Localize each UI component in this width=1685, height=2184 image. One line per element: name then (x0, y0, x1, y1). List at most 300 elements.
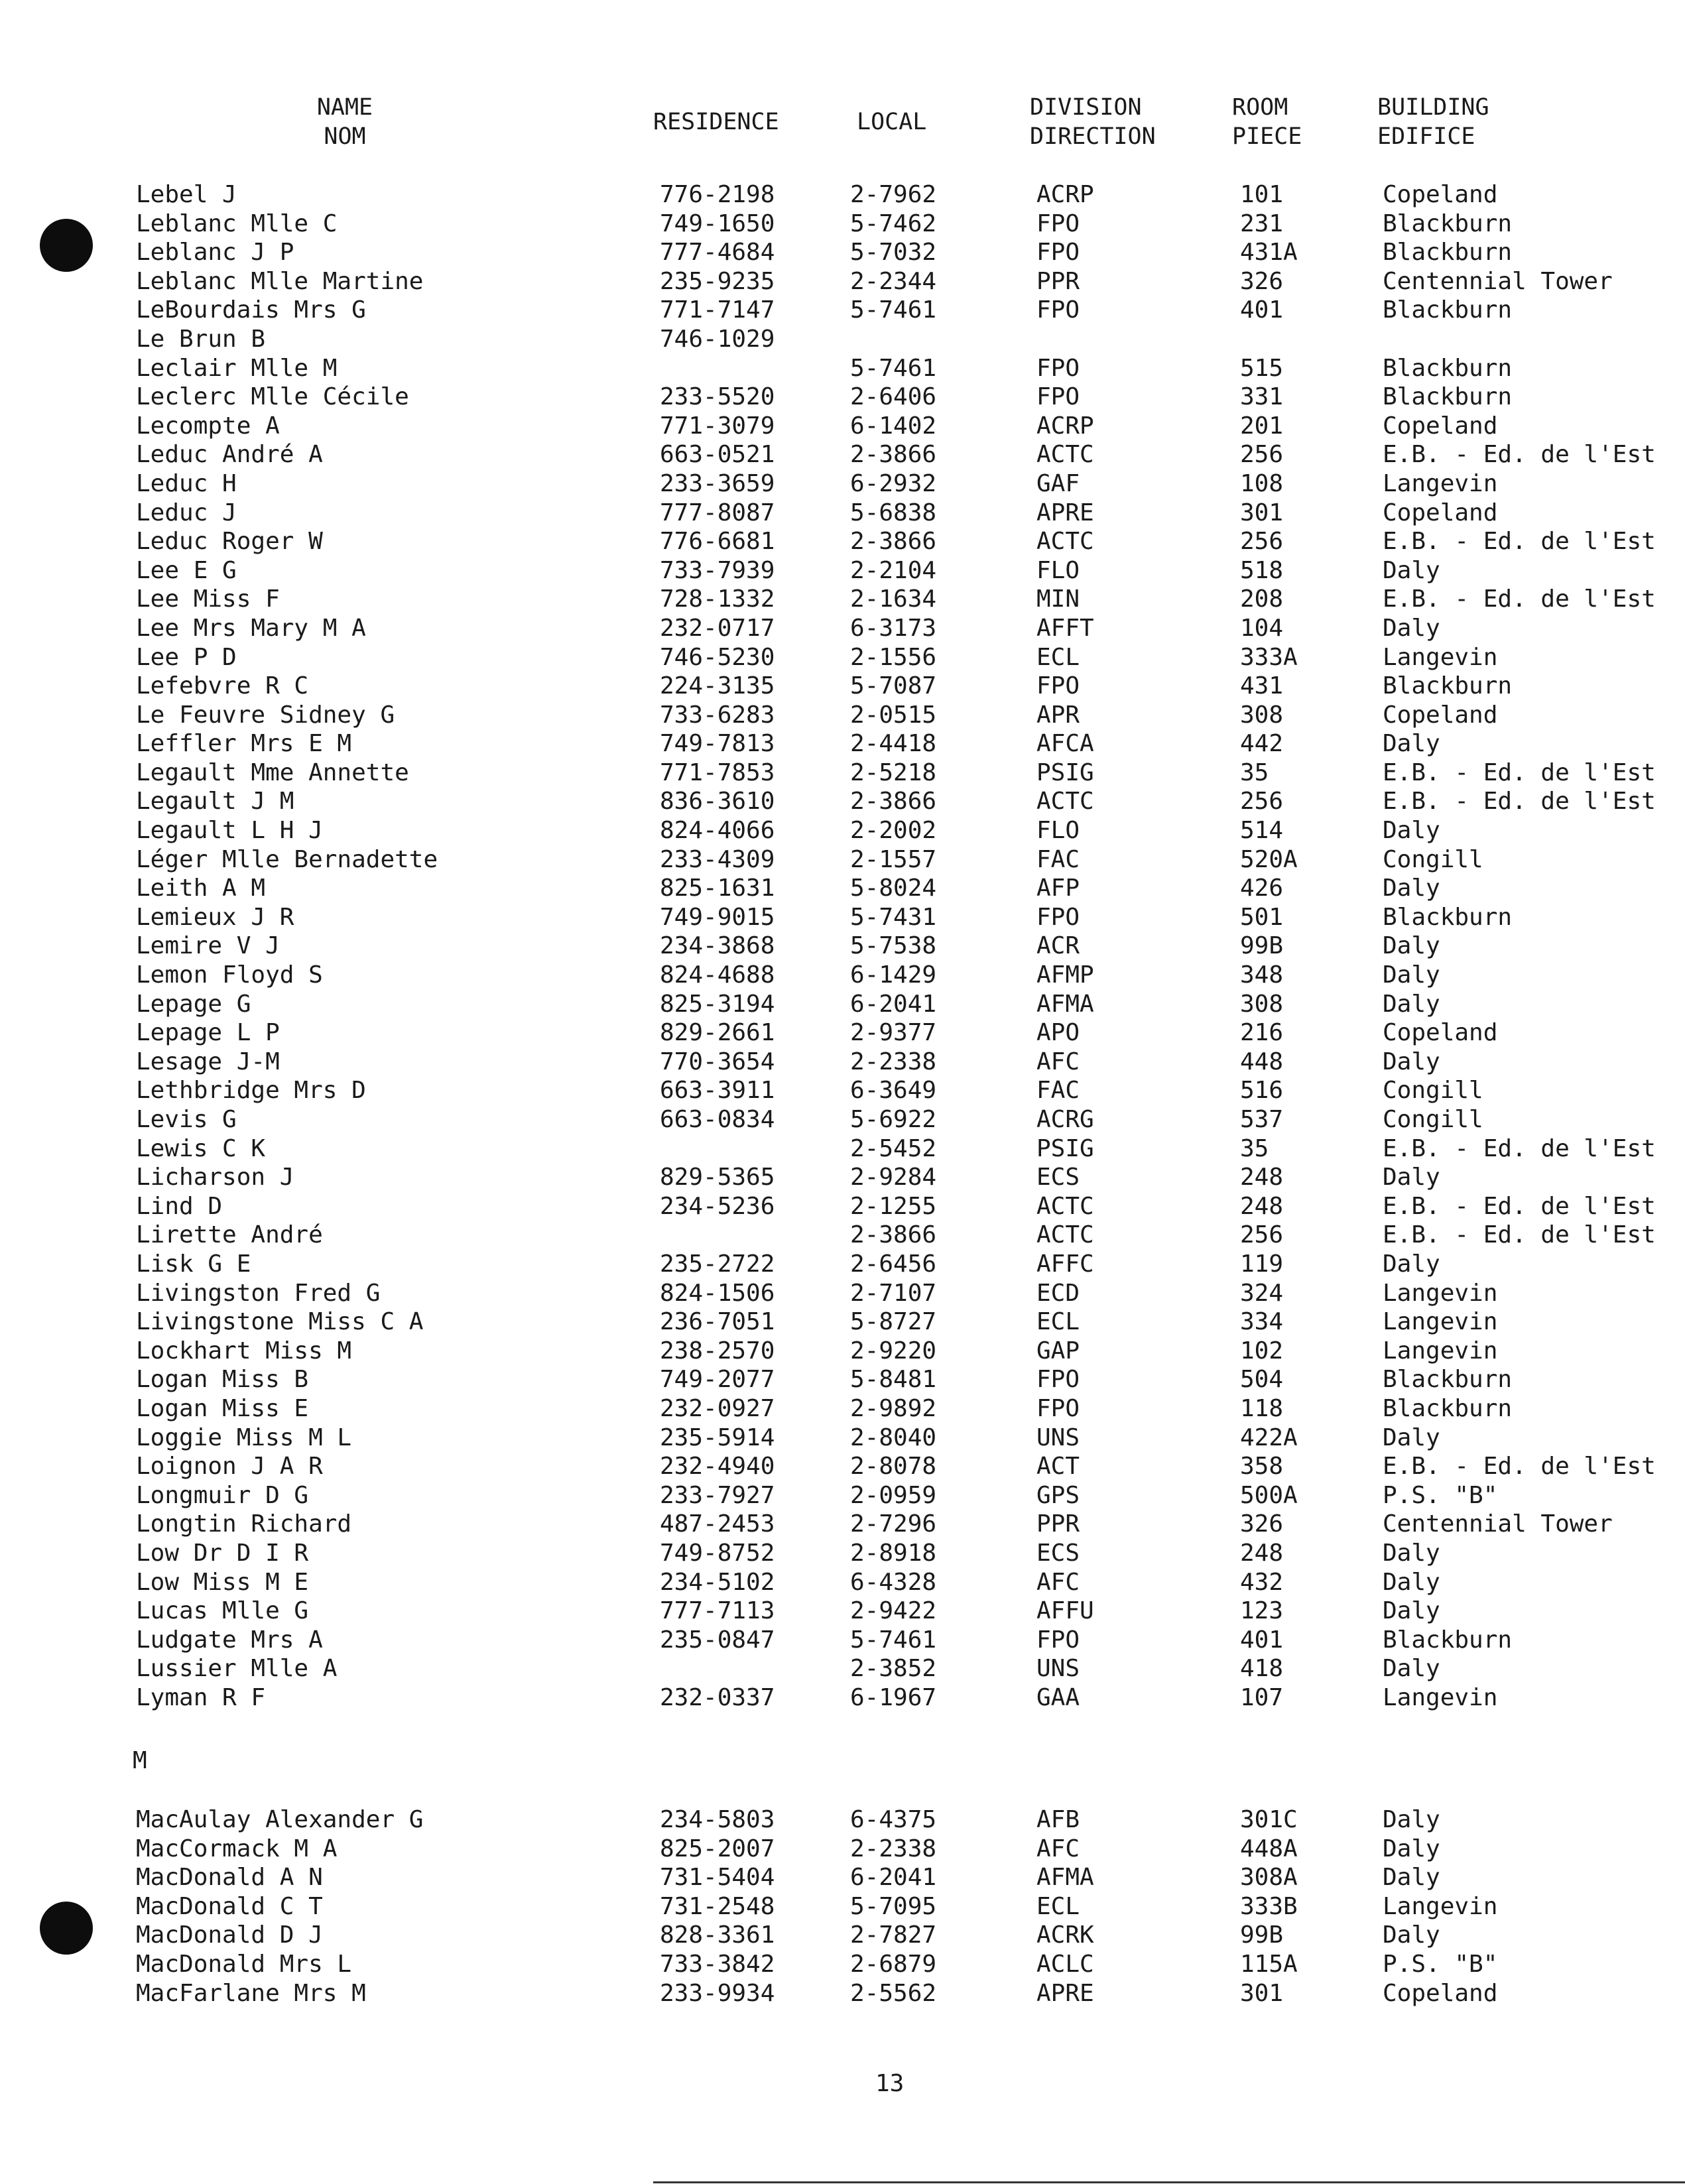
entry-residence: 233-4309 (660, 845, 775, 873)
entry-residence: 749-9015 (660, 903, 775, 931)
entry-room: 358 (1240, 1453, 1284, 1481)
entry-local: 2-3866 (850, 1221, 937, 1249)
entry-residence: 825-1631 (660, 875, 775, 902)
entry-building: Daly (1383, 1921, 1440, 1949)
entry-building: E.B. - Ed. de l'Est (1383, 441, 1656, 469)
entry-building: Daly (1383, 556, 1440, 584)
entry-local: 2-5452 (850, 1134, 937, 1162)
entry-building: Blackburn (1383, 1394, 1513, 1422)
table-row (0, 1597, 1685, 1626)
entry-residence: 771-3079 (660, 412, 775, 440)
entry-local: 2-6406 (850, 383, 937, 411)
entry-room: 256 (1240, 788, 1284, 816)
entry-residence: 824-4688 (660, 961, 775, 989)
entry-building: Copeland (1383, 701, 1498, 729)
entry-building: Blackburn (1383, 1366, 1513, 1394)
table-row (0, 845, 1685, 875)
entry-residence: 234-5102 (660, 1568, 775, 1596)
table-row (0, 469, 1685, 499)
entry-residence: 746-5230 (660, 643, 775, 671)
entry-building: Daly (1383, 1864, 1440, 1892)
table-row (0, 701, 1685, 730)
entry-room: 35 (1240, 1134, 1269, 1162)
entry-division: FAC (1036, 845, 1080, 873)
table-row (0, 440, 1685, 469)
entry-division: FPO (1036, 672, 1080, 700)
table-row (0, 961, 1685, 990)
entry-local: 6-1967 (850, 1683, 937, 1711)
entry-room: 431 (1240, 672, 1284, 700)
entry-name: Lyman R F (136, 1683, 266, 1711)
entry-building: Daly (1383, 1597, 1440, 1625)
table-row (0, 903, 1685, 932)
entry-local: 2-6879 (850, 1950, 937, 1978)
entry-name: Lee Mrs Mary M A (136, 614, 366, 642)
entry-building: Daly (1383, 875, 1440, 902)
entry-room: 231 (1240, 210, 1284, 237)
table-row (0, 874, 1685, 903)
entry-room: 115A (1240, 1950, 1298, 1978)
entry-division: FPO (1036, 210, 1080, 237)
entry-name: Lemieux J R (136, 903, 294, 931)
entry-division: FPO (1036, 239, 1080, 267)
entry-room: 107 (1240, 1683, 1284, 1711)
entry-building: E.B. - Ed. de l'Est (1383, 1221, 1656, 1249)
entry-name: Lee E G (136, 556, 237, 584)
entry-local: 2-7962 (850, 181, 937, 208)
entry-division: ACRP (1036, 181, 1094, 208)
entry-name: Lewis C K (136, 1134, 266, 1162)
table-row (0, 1424, 1685, 1453)
column-header (0, 93, 1685, 159)
entry-division: FPO (1036, 354, 1080, 382)
entry-division: ACTC (1036, 1221, 1094, 1249)
entry-room: 248 (1240, 1539, 1284, 1567)
entry-residence: 776-6681 (660, 528, 775, 556)
table-row (0, 1134, 1685, 1164)
entry-division: FPO (1036, 903, 1080, 931)
section-letter: M (133, 1747, 147, 1774)
entry-division: ECL (1036, 643, 1080, 671)
entry-division: AFC (1036, 1835, 1080, 1862)
table-row (0, 1863, 1685, 1892)
entry-residence: 232-0927 (660, 1394, 775, 1422)
entry-local: 2-0515 (850, 701, 937, 729)
entry-local: 6-2041 (850, 1864, 937, 1892)
entry-building: Congill (1383, 1106, 1483, 1133)
entry-building: E.B. - Ed. de l'Est (1383, 788, 1656, 816)
table-row (0, 585, 1685, 614)
entry-local: 2-5562 (850, 1979, 937, 2007)
entry-local: 5-8481 (850, 1366, 937, 1394)
entry-room: 426 (1240, 875, 1284, 902)
entry-building: Copeland (1383, 1979, 1498, 2007)
bottom-rule (653, 2181, 1685, 2183)
entry-local: 5-7462 (850, 210, 937, 237)
entry-residence: 749-1650 (660, 210, 775, 237)
entry-building: Daly (1383, 990, 1440, 1018)
table-row (0, 1307, 1685, 1337)
table-row (0, 412, 1685, 441)
entry-name: Livingston Fred G (136, 1279, 381, 1307)
table-row (0, 1892, 1685, 1921)
entry-name: Lecompte A (136, 412, 280, 440)
entry-local: 2-9220 (850, 1337, 937, 1365)
entry-residence: 235-5914 (660, 1424, 775, 1451)
entry-residence: 777-4684 (660, 239, 775, 267)
entry-room: 123 (1240, 1597, 1284, 1625)
entry-room: 248 (1240, 1164, 1284, 1191)
entry-building: E.B. - Ed. de l'Est (1383, 1134, 1656, 1162)
entry-local: 5-7087 (850, 672, 937, 700)
entry-local: 6-3649 (850, 1077, 937, 1105)
entry-name: Logan Miss E (136, 1394, 309, 1422)
entry-division: ECL (1036, 1892, 1080, 1920)
entry-name: Lemon Floyd S (136, 961, 323, 989)
entry-local: 6-2041 (850, 990, 937, 1018)
entry-division: APRE (1036, 1979, 1094, 2007)
entry-room: 216 (1240, 1019, 1284, 1047)
entry-local: 2-2002 (850, 817, 937, 845)
entry-residence: 235-2722 (660, 1250, 775, 1278)
entry-local: 2-4418 (850, 730, 937, 758)
table-row (0, 614, 1685, 643)
entry-building: Daly (1383, 730, 1440, 758)
header-room: ROOM PIECE (1232, 94, 1302, 150)
entry-room: 256 (1240, 1221, 1284, 1249)
entry-division: FPO (1036, 1626, 1080, 1654)
entry-name: Leclair Mlle M (136, 354, 338, 382)
entry-building: Congill (1383, 1077, 1483, 1105)
entry-room: 308A (1240, 1864, 1298, 1892)
entry-room: 334 (1240, 1308, 1284, 1336)
entry-residence: 728-1332 (660, 585, 775, 613)
entry-residence: 829-5365 (660, 1164, 775, 1191)
entry-division: FAC (1036, 1077, 1080, 1105)
entry-local: 5-7032 (850, 239, 937, 267)
entry-name: MacCormack M A (136, 1835, 338, 1862)
entry-residence: 235-0847 (660, 1626, 775, 1654)
entry-building: P.S. "B" (1383, 1950, 1498, 1978)
entry-residence: 487-2453 (660, 1510, 775, 1538)
entry-local: 2-7296 (850, 1510, 937, 1538)
entry-name: Loggie Miss M L (136, 1424, 352, 1451)
entry-division: ACTC (1036, 441, 1094, 469)
entry-local: 2-1255 (850, 1192, 937, 1220)
entry-building: E.B. - Ed. de l'Est (1383, 585, 1656, 613)
table-row (0, 325, 1685, 354)
entry-division: ACRG (1036, 1106, 1094, 1133)
entry-division: ECS (1036, 1164, 1080, 1191)
table-row (0, 1568, 1685, 1597)
entry-building: Langevin (1383, 1279, 1498, 1307)
entry-room: 256 (1240, 441, 1284, 469)
entry-building: Centennial Tower (1383, 267, 1613, 295)
table-row (0, 1683, 1685, 1713)
entry-building: Centennial Tower (1383, 1510, 1613, 1538)
entry-division: APRE (1036, 499, 1094, 526)
entry-room: 432 (1240, 1568, 1284, 1596)
table-row (0, 1279, 1685, 1308)
entry-name: Lemire V J (136, 932, 280, 960)
table-row (0, 1163, 1685, 1192)
entry-room: 333A (1240, 643, 1298, 671)
entry-building: Copeland (1383, 181, 1498, 208)
entry-name: Lesage J-M (136, 1048, 280, 1075)
entry-room: 333B (1240, 1892, 1298, 1920)
entry-local: 2-2104 (850, 556, 937, 584)
entry-local: 5-7095 (850, 1892, 937, 1920)
page-number: 13 (875, 2070, 905, 2097)
entry-local: 2-3852 (850, 1655, 937, 1683)
entry-residence: 824-4066 (660, 817, 775, 845)
entry-name: Lepage G (136, 990, 251, 1018)
entry-room: 99B (1240, 1921, 1284, 1949)
entry-room: 324 (1240, 1279, 1284, 1307)
entry-building: Blackburn (1383, 296, 1513, 324)
entry-name: Leduc André A (136, 441, 323, 469)
entry-division: AFP (1036, 875, 1080, 902)
entry-residence: 776-2198 (660, 181, 775, 208)
entry-name: Lucas Mlle G (136, 1597, 309, 1625)
directory-list-m (0, 1805, 1685, 2008)
entry-name: MacAulay Alexander G (136, 1806, 424, 1833)
table-row (0, 1105, 1685, 1134)
entry-residence: 731-5404 (660, 1864, 775, 1892)
table-row (0, 816, 1685, 845)
entry-building: Daly (1383, 614, 1440, 642)
entry-division: MIN (1036, 585, 1080, 613)
entry-name: Ludgate Mrs A (136, 1626, 323, 1654)
entry-residence: 777-7113 (660, 1597, 775, 1625)
entry-name: Lepage L P (136, 1019, 280, 1047)
entry-building: Congill (1383, 845, 1483, 873)
table-row (0, 499, 1685, 528)
entry-building: Daly (1383, 817, 1440, 845)
entry-building: Daly (1383, 961, 1440, 989)
table-row (0, 1337, 1685, 1366)
entry-division: PSIG (1036, 1134, 1094, 1162)
entry-building: Daly (1383, 1048, 1440, 1075)
entry-name: Lethbridge Mrs D (136, 1077, 366, 1105)
entry-division: UNS (1036, 1655, 1080, 1683)
table-row (0, 643, 1685, 672)
entry-residence: 233-9934 (660, 1979, 775, 2007)
entry-building: Blackburn (1383, 354, 1513, 382)
entry-division: AFMA (1036, 1864, 1094, 1892)
entry-room: 331 (1240, 383, 1284, 411)
entry-name: MacDonald D J (136, 1921, 323, 1949)
entry-division: PPR (1036, 267, 1080, 295)
header-local: LOCAL (857, 109, 927, 135)
entry-building: Blackburn (1383, 239, 1513, 267)
entry-building: Langevin (1383, 1683, 1498, 1711)
entry-division: AFC (1036, 1568, 1080, 1596)
entry-local: 2-2338 (850, 1048, 937, 1075)
entry-residence: 233-5520 (660, 383, 775, 411)
entry-name: MacDonald Mrs L (136, 1950, 352, 1978)
entry-residence: 663-0521 (660, 441, 775, 469)
entry-local: 6-4328 (850, 1568, 937, 1596)
entry-name: Leduc H (136, 469, 237, 497)
entry-residence: 232-4940 (660, 1453, 775, 1481)
entry-division: ACRP (1036, 412, 1094, 440)
entry-division: AFCA (1036, 730, 1094, 758)
entry-building: Daly (1383, 1539, 1440, 1567)
header-building: BUILDING EDIFICE (1377, 94, 1489, 150)
entry-residence: 236-7051 (660, 1308, 775, 1336)
directory-list-l (0, 180, 1685, 1712)
entry-room: 308 (1240, 990, 1284, 1018)
entry-residence: 234-5236 (660, 1192, 775, 1220)
table-row (0, 1365, 1685, 1394)
table-row (0, 210, 1685, 239)
entry-room: 448 (1240, 1048, 1284, 1075)
entry-building: Daly (1383, 1568, 1440, 1596)
table-row (0, 296, 1685, 325)
entry-room: 102 (1240, 1337, 1284, 1365)
entry-room: 119 (1240, 1250, 1284, 1278)
entry-local: 2-3866 (850, 441, 937, 469)
entry-division: ACRK (1036, 1921, 1094, 1949)
entry-room: 418 (1240, 1655, 1284, 1683)
entry-residence: 733-6283 (660, 701, 775, 729)
entry-name: Lirette André (136, 1221, 323, 1249)
entry-residence: 238-2570 (660, 1337, 775, 1365)
entry-division: ECL (1036, 1308, 1080, 1336)
entry-division: PPR (1036, 1510, 1080, 1538)
entry-local: 6-1429 (850, 961, 937, 989)
entry-residence: 824-1506 (660, 1279, 775, 1307)
entry-name: Longtin Richard (136, 1510, 352, 1538)
entry-local: 5-7461 (850, 354, 937, 382)
entry-room: 504 (1240, 1366, 1284, 1394)
entry-room: 518 (1240, 556, 1284, 584)
table-row (0, 729, 1685, 758)
entry-room: 401 (1240, 296, 1284, 324)
entry-room: 248 (1240, 1192, 1284, 1220)
entry-room: 515 (1240, 354, 1284, 382)
entry-residence: 663-0834 (660, 1106, 775, 1133)
entry-building: E.B. - Ed. de l'Est (1383, 758, 1656, 786)
entry-division: ACLC (1036, 1950, 1094, 1978)
table-row (0, 1221, 1685, 1250)
entry-room: 500A (1240, 1481, 1298, 1509)
entry-room: 448A (1240, 1835, 1298, 1862)
table-row (0, 527, 1685, 556)
entry-local: 5-7538 (850, 932, 937, 960)
table-row (0, 1950, 1685, 1979)
entry-room: 326 (1240, 1510, 1284, 1538)
table-row (0, 238, 1685, 267)
entry-residence: 777-8087 (660, 499, 775, 526)
table-row (0, 1921, 1685, 1950)
entry-room: 35 (1240, 758, 1269, 786)
entry-local: 2-1556 (850, 643, 937, 671)
entry-building: Copeland (1383, 412, 1498, 440)
table-row (0, 1250, 1685, 1279)
entry-residence: 829-2661 (660, 1019, 775, 1047)
entry-local: 2-1557 (850, 845, 937, 873)
entry-building: P.S. "B" (1383, 1481, 1498, 1509)
entry-local: 2-1634 (850, 585, 937, 613)
entry-name: LeBourdais Mrs G (136, 296, 366, 324)
entry-residence: 234-3868 (660, 932, 775, 960)
table-row (0, 1048, 1685, 1077)
entry-residence: 663-3911 (660, 1077, 775, 1105)
entry-division: FPO (1036, 1366, 1080, 1394)
table-row (0, 787, 1685, 816)
entry-residence: 825-3194 (660, 990, 775, 1018)
entry-name: Legault L H J (136, 817, 323, 845)
entry-local: 6-3173 (850, 614, 937, 642)
entry-name: Lussier Mlle A (136, 1655, 338, 1683)
entry-name: Longmuir D G (136, 1481, 309, 1509)
entry-division: ACT (1036, 1453, 1080, 1481)
table-row (0, 1481, 1685, 1510)
entry-division: PSIG (1036, 758, 1094, 786)
entry-residence: 749-2077 (660, 1366, 775, 1394)
table-row (0, 1654, 1685, 1683)
entry-room: 431A (1240, 239, 1298, 267)
entry-local: 5-6838 (850, 499, 937, 526)
entry-name: Legault J M (136, 788, 294, 816)
entry-division: ACTC (1036, 788, 1094, 816)
entry-building: Blackburn (1383, 672, 1513, 700)
entry-residence: 224-3135 (660, 672, 775, 700)
entry-room: 520A (1240, 845, 1298, 873)
table-row (0, 1626, 1685, 1655)
entry-local: 2-5218 (850, 758, 937, 786)
table-row (0, 1192, 1685, 1221)
entry-local: 2-9422 (850, 1597, 937, 1625)
header-residence: RESIDENCE (653, 109, 779, 135)
entry-local: 2-8040 (850, 1424, 937, 1451)
table-row (0, 1394, 1685, 1424)
entry-residence: 232-0717 (660, 614, 775, 642)
entry-local: 5-7431 (850, 903, 937, 931)
entry-division: AFMA (1036, 990, 1094, 1018)
entry-name: Lefebvre R C (136, 672, 309, 700)
entry-residence: 836-3610 (660, 788, 775, 816)
entry-building: Daly (1383, 932, 1440, 960)
entry-local: 6-1402 (850, 412, 937, 440)
entry-room: 108 (1240, 469, 1284, 497)
entry-building: Daly (1383, 1806, 1440, 1833)
entry-building: E.B. - Ed. de l'Est (1383, 1453, 1656, 1481)
entry-room: 422A (1240, 1424, 1298, 1451)
entry-name: Leblanc Mlle Martine (136, 267, 424, 295)
entry-residence: 828-3361 (660, 1921, 775, 1949)
entry-room: 99B (1240, 932, 1284, 960)
entry-room: 201 (1240, 412, 1284, 440)
entry-room: 208 (1240, 585, 1284, 613)
entry-division: ACR (1036, 932, 1080, 960)
entry-division: AFB (1036, 1806, 1080, 1833)
entry-room: 301 (1240, 1979, 1284, 2007)
entry-room: 516 (1240, 1077, 1284, 1105)
entry-name: Lee Miss F (136, 585, 280, 613)
entry-name: Logan Miss B (136, 1366, 309, 1394)
entry-local: 2-2344 (850, 267, 937, 295)
entry-local: 2-7827 (850, 1921, 937, 1949)
entry-room: 301 (1240, 499, 1284, 526)
entry-division: ECS (1036, 1539, 1080, 1567)
entry-division: AFMP (1036, 961, 1094, 989)
entry-name: Leduc Roger W (136, 528, 323, 556)
entry-name: Levis G (136, 1106, 237, 1133)
entry-name: MacFarlane Mrs M (136, 1979, 366, 2007)
